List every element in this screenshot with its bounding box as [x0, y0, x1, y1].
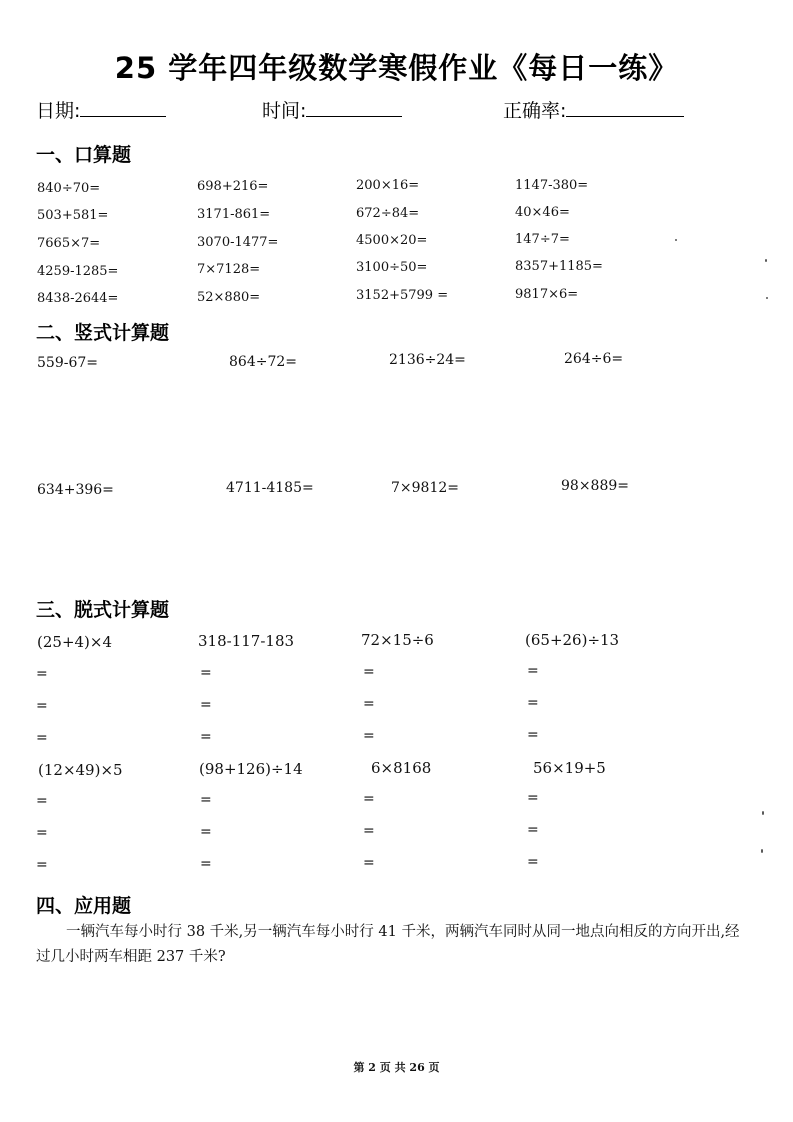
stepwise-problem: (98+126)÷14 [199, 760, 303, 778]
oral-problem: 840÷70= [37, 181, 101, 196]
vertical-problem: 264÷6= [564, 351, 624, 367]
word-problem-text: 一辆汽车每小时行 38 千米,另一辆汽车每小时行 41 千米，两辆汽车同时从同一地点向相反的方向开出,经过几小时两车相距 237 千米? [36, 924, 740, 965]
page-title: 25 学年四年级数学寒假作业《每日一练》 [114, 51, 679, 85]
vertical-problem: 559-67= [37, 355, 98, 371]
time-field [262, 96, 402, 123]
vertical-problem: 7×9812= [391, 480, 459, 496]
equals-sign: = [200, 665, 212, 681]
scan-speck [762, 811, 764, 815]
equals-sign: = [363, 728, 375, 744]
equals-sign: = [200, 824, 212, 840]
equals-sign: = [527, 790, 539, 806]
vertical-problem: 864÷72= [229, 354, 297, 370]
date-label: 日期: [36, 100, 81, 122]
accuracy-field [503, 96, 684, 123]
scan-speck [761, 849, 763, 853]
oral-problem: 3171-861= [197, 207, 271, 222]
accuracy-label: 正确率: [503, 100, 567, 122]
section-heading-oral: 一、口算题 [36, 144, 132, 166]
equals-sign: = [36, 793, 48, 809]
equals-sign: = [363, 696, 375, 712]
stepwise-problem: 72×15÷6 [361, 631, 434, 649]
page-number-footer: 第 2 页 共 26 页 [353, 1061, 440, 1074]
equals-sign: = [200, 697, 212, 713]
oral-problem: 7×7128= [197, 262, 261, 277]
vertical-problem: 4711-4185= [226, 480, 314, 496]
equals-sign: = [527, 822, 539, 838]
equals-sign: = [200, 729, 212, 745]
equals-sign: = [36, 857, 48, 873]
equals-sign: = [363, 791, 375, 807]
scan-speck [766, 297, 768, 299]
oral-problem: 52×880= [197, 290, 261, 305]
equals-sign: = [36, 698, 48, 714]
time-blank [306, 98, 402, 117]
equals-sign: = [527, 727, 539, 743]
section-heading-stepwise: 三、脱式计算题 [36, 599, 170, 621]
vertical-problem: 2136÷24= [389, 352, 466, 368]
oral-problem: 3152+5799 = [356, 288, 449, 303]
oral-problem: 9817×6= [515, 287, 579, 302]
oral-problem: 8438-2644= [37, 291, 119, 306]
oral-problem: 3100÷50= [356, 260, 428, 275]
section-heading-vertical: 二、竖式计算题 [36, 322, 170, 344]
oral-problem: 4259-1285= [37, 264, 119, 279]
equals-sign: = [527, 695, 539, 711]
equals-sign: = [527, 663, 539, 679]
scan-speck [675, 239, 677, 241]
vertical-problem: 98×889= [561, 478, 629, 494]
stepwise-problem: 6×8168 [371, 759, 432, 777]
equals-sign: = [36, 666, 48, 682]
stepwise-problem: (12×49)×5 [38, 761, 123, 779]
vertical-problem: 634+396= [37, 482, 114, 498]
oral-problem: 672÷84= [356, 206, 420, 221]
oral-problem: 8357+1185= [515, 259, 603, 274]
oral-problem: 698+216= [197, 179, 269, 194]
time-label: 时间: [262, 100, 307, 122]
equals-sign: = [200, 792, 212, 808]
oral-problem: 147÷7= [515, 232, 570, 247]
oral-problem: 1147-380= [515, 178, 589, 193]
oral-problem: 200×16= [356, 178, 420, 193]
stepwise-problem: 318-117-183 [198, 632, 295, 650]
oral-problem: 503+581= [37, 208, 109, 223]
scan-speck [765, 259, 767, 262]
oral-problem: 4500×20= [356, 233, 428, 248]
equals-sign: = [200, 856, 212, 872]
oral-problem: 7665×7= [37, 236, 101, 251]
accuracy-blank [566, 98, 684, 117]
equals-sign: = [36, 825, 48, 841]
oral-problem: 3070-1477= [197, 235, 279, 250]
date-blank [80, 98, 166, 117]
stepwise-problem: 56×19+5 [533, 759, 606, 777]
date-field [36, 96, 166, 123]
section-heading-word: 四、应用题 [36, 895, 132, 917]
equals-sign: = [36, 730, 48, 746]
stepwise-problem: (65+26)÷13 [525, 631, 620, 649]
stepwise-problem: (25+4)×4 [37, 633, 113, 651]
oral-problem: 40×46= [515, 205, 570, 220]
equals-sign: = [527, 854, 539, 870]
equals-sign: = [363, 664, 375, 680]
equals-sign: = [363, 823, 375, 839]
equals-sign: = [363, 855, 375, 871]
